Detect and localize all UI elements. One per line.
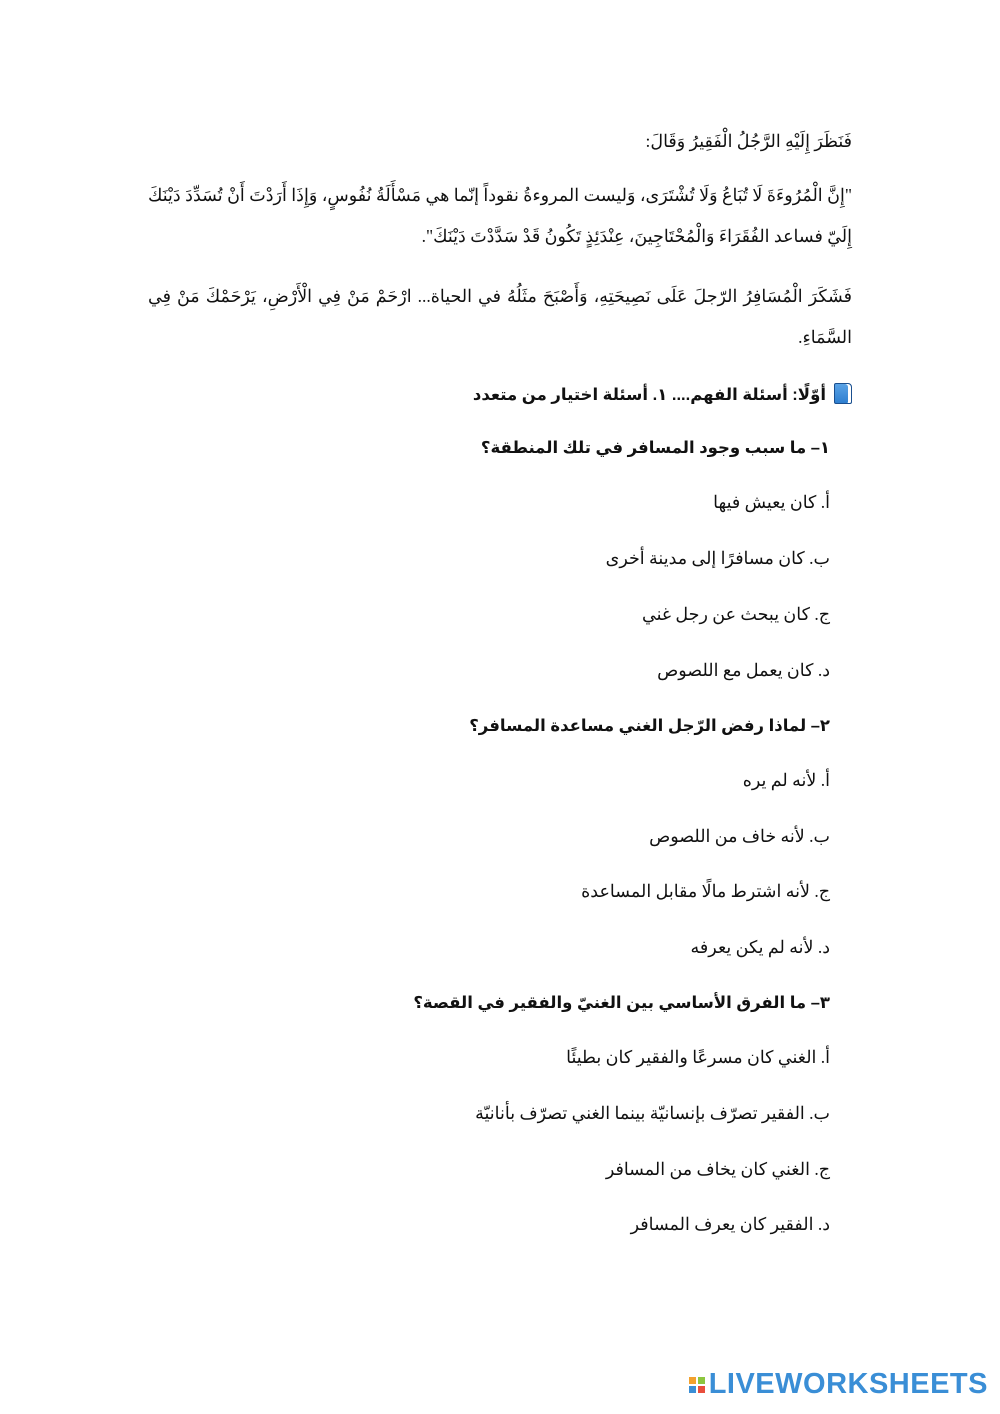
story-paragraph-2: "إِنَّ الْمُرُوءَةَ لَا تُبَاعُ وَلَا تُشْتَرَى، وَليست المروءةُ نقوداً إنّما هي مَسْأَلَةُ نُفُوسٍ، وَإِذَا أَرَدْتَ أَنْ تُسَدِّدَ دَيْنَكَ إِلَيّ فساعد الفُقَرَاءَ وَالْمُحْتَاجِينَ، عِنْدَئِذٍ تَكُونُ قَدْ سَدَّدْتَ دَيْنَكَ".: [148, 185, 852, 246]
q3-option-c[interactable]: ج. الغني كان يخاف من المسافر: [605, 1159, 830, 1179]
q1-option-b[interactable]: ب. كان مسافرًا إلى مدينة أخرى: [605, 548, 830, 568]
q2-option-a[interactable]: أ. لأنه لم يره: [742, 770, 830, 790]
logo-text: LIVEWORKSHEETS: [708, 1368, 988, 1400]
question-2: ٢– لماذا رفض الرّجل الغني مساعدة المسافر؟: [469, 717, 830, 735]
story-paragraph-3: فَشَكَرَ الْمُسَافِرُ الرّجلَ عَلَى نَصِيحَتِهِ، وَأَصْبَحَ مثَلُهُ في الحياة... ارْحَمْ مَنْ فِي الْأَرْضِ، يَرْحَمْكَ مَنْ فِي السَّمَاءِ.: [148, 286, 852, 347]
q2-option-c[interactable]: ج. لأنه اشترط مالًا مقابل المساعدة: [581, 881, 830, 901]
section-heading: [473, 383, 852, 405]
q3-option-d[interactable]: د. الفقير كان يعرف المسافر: [630, 1214, 830, 1234]
section-heading-text: أوّلًا: أسئلة الفهم.... ١. أسئلة اختيار من متعدد: [472, 386, 826, 404]
q1-option-d[interactable]: د. كان يعمل مع اللصوص: [657, 660, 830, 680]
question-1: ١– ما سبب وجود المسافر في تلك المنطقة؟: [480, 439, 830, 457]
q2-option-d[interactable]: د. لأنه لم يكن يعرفه: [690, 937, 830, 957]
q3-option-a[interactable]: أ. الغني كان مسرعًا والفقير كان بطيئًا: [566, 1047, 830, 1067]
book-icon: [834, 383, 852, 404]
q3-option-b[interactable]: ب. الفقير تصرّف بإنسانيّة بينما الغني تصرّف بأنانيّة: [475, 1103, 830, 1123]
liveworksheets-logo-icon: [689, 1377, 705, 1393]
q1-option-c[interactable]: ج. كان يبحث عن رجل غني: [642, 604, 830, 624]
question-3: ٣– ما الفرق الأساسي بين الغنيّ والفقير في القصة؟: [413, 994, 830, 1012]
story-paragraph-1: فَنَظَرَ إِلَيْهِ الرَّجُلُ الْفَقِيرُ وَقَالَ:: [645, 131, 852, 151]
liveworksheets-logo: [689, 1368, 988, 1401]
q1-option-a[interactable]: أ. كان يعيش فيها: [713, 492, 830, 512]
q2-option-b[interactable]: ب. لأنه خاف من اللصوص: [649, 826, 830, 846]
